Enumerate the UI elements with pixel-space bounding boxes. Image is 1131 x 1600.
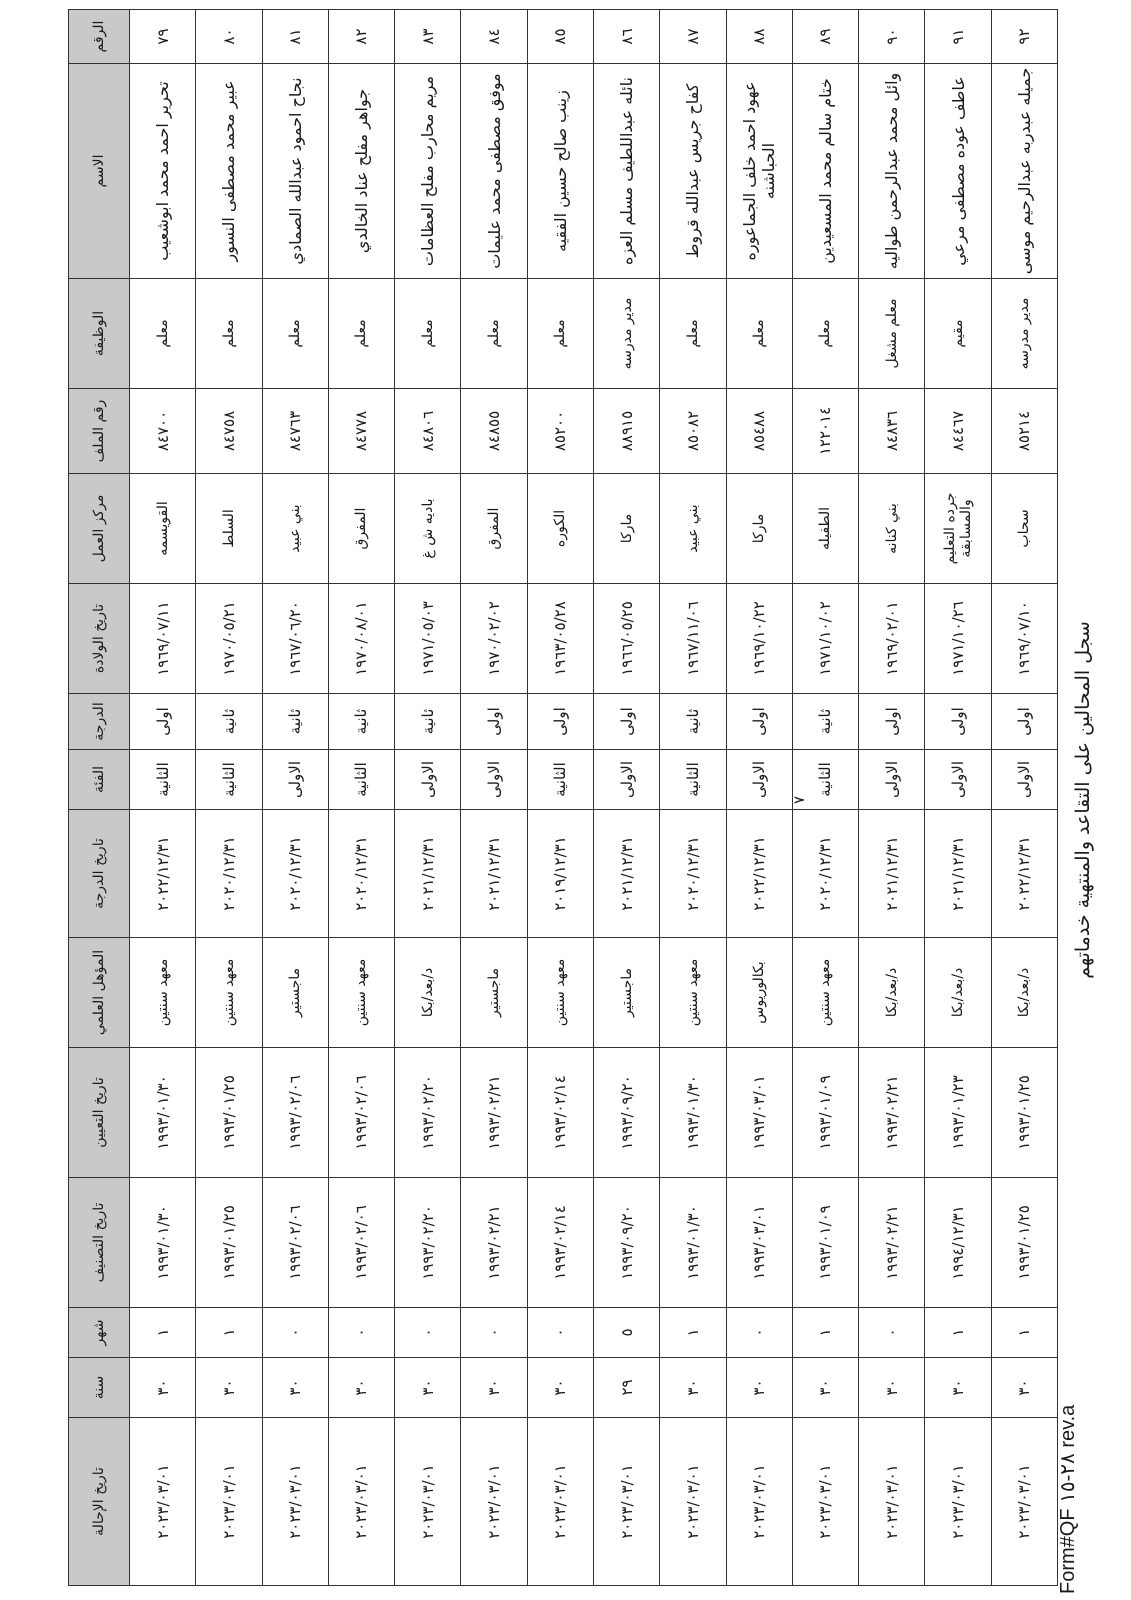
classification-date-cell: ١٩٩٣/٠٣/٠١ [726, 1178, 792, 1308]
years-cell: ٣٠ [991, 1358, 1057, 1418]
table-row [593, 10, 659, 1586]
table-row [262, 10, 328, 1586]
years-cell: ٣٠ [395, 1358, 461, 1418]
birth-date-cell: ١٩٦٦/٠٥/٢٥ [593, 584, 659, 694]
classification-date-cell: ١٩٩٣/٠٢/٠٦ [328, 1178, 394, 1308]
classification-date-cell: ١٩٩٣/٠١/٣٠ [130, 1178, 196, 1308]
months-cell: ١ [925, 1308, 991, 1358]
retirement-date-cell: ٢٠٢٣/٠٣/٠١ [660, 1418, 726, 1586]
grade-cell: اولى [991, 694, 1057, 750]
header-cell: الفئة [69, 750, 130, 810]
file-number-cell: ٨٤٨٠٦ [395, 389, 461, 474]
classification-date-cell: ١٩٩٣/٠١/٠٩ [792, 1178, 858, 1308]
appointment-date-cell: ١٩٩٣/٠٣/٠١ [726, 1048, 792, 1178]
employee-name-cell: زينب صالح حسين الفقيه [527, 64, 593, 279]
row-number-cell: ٨١ [262, 10, 328, 64]
row-number-cell: ٨٥ [527, 10, 593, 64]
header-cell: تاريخ الولادة [69, 584, 130, 694]
grade-cell: اولى [925, 694, 991, 750]
header-cell: تاريخ التصنيف [69, 1178, 130, 1308]
job-title-cell: معلم [130, 279, 196, 389]
years-cell: ٣٠ [461, 1358, 527, 1418]
work-center-cell: الطفيله [792, 474, 858, 584]
birth-date-cell: ١٩٦٩/٠٧/١٠ [991, 584, 1057, 694]
appointment-date-cell: ١٩٩٣/٠٢/٢١ [461, 1048, 527, 1178]
table-row [925, 10, 991, 1586]
work-center-cell: الكوره [527, 474, 593, 584]
classification-date-cell: ١٩٩٣/٠٢/٠٦ [262, 1178, 328, 1308]
grade-date-cell: ٢٠٢٠/١٢/٣١ [792, 810, 858, 938]
employee-name-cell: موفق مصطفى محمد عليمات [461, 64, 527, 279]
job-title-cell: معلم [461, 279, 527, 389]
category-cell: الثانية [328, 750, 394, 810]
file-number-cell: ٨٤٤٦٧ [925, 389, 991, 474]
work-center-cell: بني عبيد [660, 474, 726, 584]
header-cell: شهر [69, 1308, 130, 1358]
row-number-cell: ٨٠ [196, 10, 262, 64]
grade-cell: ثانية [196, 694, 262, 750]
grade-date-cell: ٢٠٢١/١٢/٣١ [593, 810, 659, 938]
employee-name-cell: نائله عبداللطيف مسلم العزه [593, 64, 659, 279]
category-cell: الاولى [991, 750, 1057, 810]
header-cell: الاسم [69, 64, 130, 279]
retirement-date-cell: ٢٠٢٣/٠٣/٠١ [130, 1418, 196, 1586]
appointment-date-cell: ١٩٩٣/٠١/٢٥ [196, 1048, 262, 1178]
job-title-cell: معلم [660, 279, 726, 389]
years-cell: ٣٠ [262, 1358, 328, 1418]
employee-name-cell: مريم محارب مفلح العظامات [395, 64, 461, 279]
table-body [130, 10, 1058, 1586]
category-cell: الثانية [196, 750, 262, 810]
grade-date-cell: ٢٠٢٢/١٢/٣١ [130, 810, 196, 938]
retirement-date-cell: ٢٠٢٣/٠٣/٠١ [859, 1418, 925, 1586]
work-center-cell: ماركا [593, 474, 659, 584]
work-center-cell: بني عبيد [262, 474, 328, 584]
employee-name-cell: جواهر مفلح عناد الخالدي [328, 64, 394, 279]
work-center-cell: المفرق [328, 474, 394, 584]
appointment-date-cell: ١٩٩٣/٠١/٢٣ [925, 1048, 991, 1178]
classification-date-cell: ١٩٩٣/٠١/٣٠ [660, 1178, 726, 1308]
grade-date-cell: ٢٠٢١/١٢/٣١ [395, 810, 461, 938]
job-title-cell: معلم مشغل [859, 279, 925, 389]
file-number-cell: ٨٤٧٥٨ [196, 389, 262, 474]
category-cell: الثانية [792, 750, 858, 810]
header-cell: المؤهل العلمي [69, 938, 130, 1048]
grade-cell: اولى [859, 694, 925, 750]
job-title-cell: مقيم [925, 279, 991, 389]
appointment-date-cell: ١٩٩٣/٠٢/٠٦ [328, 1048, 394, 1178]
employee-name-cell: ختام سالم محمد المسعيدين [792, 64, 858, 279]
appointment-date-cell: ١٩٩٣/٠١/٠٩ [792, 1048, 858, 1178]
months-cell: ٠ [527, 1308, 593, 1358]
row-number-cell: ٨٧ [660, 10, 726, 64]
retirement-date-cell: ٢٠٢٣/٠٣/٠١ [593, 1418, 659, 1586]
classification-date-cell: ١٩٩٣/٠٢/٢٠ [395, 1178, 461, 1308]
job-title-cell: معلم [262, 279, 328, 389]
months-cell: ١ [991, 1308, 1057, 1358]
employee-name-cell: وائل محمد عبدالرحمن طواليه [859, 64, 925, 279]
grade-date-cell: ٢٠٢٠/١٢/٣١ [328, 810, 394, 938]
years-cell: ٣٠ [660, 1358, 726, 1418]
work-center-cell: بني كنانه [859, 474, 925, 584]
months-cell: ٠ [328, 1308, 394, 1358]
grade-cell: اولى [527, 694, 593, 750]
work-center-cell: ماركا [726, 474, 792, 584]
grade-cell: ثانية [660, 694, 726, 750]
table-row [196, 10, 262, 1586]
category-cell: الثانية [527, 750, 593, 810]
header-cell: الرقم [69, 10, 130, 64]
retirement-date-cell: ٢٠٢٣/٠٣/٠١ [262, 1418, 328, 1586]
classification-date-cell: ١٩٩٣/٠١/٢٥ [991, 1178, 1057, 1308]
table-row [328, 10, 394, 1586]
employee-name-cell: نجاح احمود عبدالله الصمادي [262, 64, 328, 279]
employee-name-cell: تحرير احمد محمد ابوشعيب [130, 64, 196, 279]
years-cell: ٣٠ [859, 1358, 925, 1418]
grade-date-cell: ٢٠٢٠/١٢/٣١ [660, 810, 726, 938]
job-title-cell: معلم [395, 279, 461, 389]
row-number-cell: ٨٢ [328, 10, 394, 64]
retirement-date-cell: ٢٠٢٣/٠٣/٠١ [991, 1418, 1057, 1586]
retirement-date-cell: ٢٠٢٣/٠٣/٠١ [527, 1418, 593, 1586]
classification-date-cell: ١٩٩٣/٠١/٢٥ [196, 1178, 262, 1308]
employee-name-cell: عهود احمد خلف الجماعوره الحباشنه [726, 64, 792, 279]
birth-date-cell: ١٩٧١/١٠/٠٢ [792, 584, 858, 694]
years-cell: ٢٩ [593, 1358, 659, 1418]
header-cell: رقم الملف [69, 389, 130, 474]
years-cell: ٣٠ [130, 1358, 196, 1418]
header-cell: الدرجة [69, 694, 130, 750]
months-cell: ٠ [461, 1308, 527, 1358]
grade-date-cell: ٢٠٢١/١٢/٣١ [461, 810, 527, 938]
category-cell: الاولى [461, 750, 527, 810]
retirement-date-cell: ٢٠٢٣/٠٣/٠١ [792, 1418, 858, 1586]
header-cell: مركز العمل [69, 474, 130, 584]
file-number-cell: ٨٥٢٠٠ [527, 389, 593, 474]
category-cell: الثانية [660, 750, 726, 810]
grade-date-cell: ٢٠٢١/١٢/٣١ [925, 810, 991, 938]
years-cell: ٣٠ [328, 1358, 394, 1418]
grade-date-cell: ٢٠٢٠/١٢/٣١ [262, 810, 328, 938]
job-title-cell: مدير مدرسه [991, 279, 1057, 389]
table-row [859, 10, 925, 1586]
job-title-cell: معلم [527, 279, 593, 389]
grade-cell: ثانية [262, 694, 328, 750]
classification-date-cell: ١٩٩٣/٠٢/٢١ [859, 1178, 925, 1308]
table-row [527, 10, 593, 1586]
retirees-table [68, 9, 1058, 1586]
appointment-date-cell: ١٩٩٣/٠١/٢٥ [991, 1048, 1057, 1178]
qualification-cell: معهد سنتين [792, 938, 858, 1048]
header-cell: تاريخ الدرجة [69, 810, 130, 938]
birth-date-cell: ١٩٦٩/٠٧/١١ [130, 584, 196, 694]
job-title-cell: معلم [196, 279, 262, 389]
months-cell: ١ [130, 1308, 196, 1358]
file-number-cell: ٨٤٨٥٥ [461, 389, 527, 474]
table-row [395, 10, 461, 1586]
file-number-cell: ٨٥٢١٤ [991, 389, 1057, 474]
retirement-date-cell: ٢٠٢٣/٠٣/٠١ [328, 1418, 394, 1586]
months-cell: ١ [660, 1308, 726, 1358]
birth-date-cell: ١٩٧٠/٠٢/٠٢ [461, 584, 527, 694]
row-number-cell: ٨٩ [792, 10, 858, 64]
category-cell: الثانية [130, 750, 196, 810]
qualification-cell: د/بعد/بكا [859, 938, 925, 1048]
qualification-cell: معهد سنتين [328, 938, 394, 1048]
birth-date-cell: ١٩٦٩/١٠/٢٢ [726, 584, 792, 694]
work-center-cell: المفرق [461, 474, 527, 584]
grade-cell: اولى [593, 694, 659, 750]
months-cell: ٥ [593, 1308, 659, 1358]
appointment-date-cell: ١٩٩٣/٠١/٣٠ [660, 1048, 726, 1178]
grade-cell: اولى [130, 694, 196, 750]
job-title-cell: مدير مدرسه [593, 279, 659, 389]
work-center-cell: جرده التعليم والمسابقة [925, 474, 991, 584]
grade-cell: اولى [461, 694, 527, 750]
job-title-cell: معلم [792, 279, 858, 389]
file-number-cell: ٨٥٠٨٢ [660, 389, 726, 474]
table-row [461, 10, 527, 1586]
table-header-row [69, 10, 130, 1586]
row-number-cell: ٩١ [925, 10, 991, 64]
row-number-cell: ٨٣ [395, 10, 461, 64]
category-cell: الاولى [925, 750, 991, 810]
grade-date-cell: ٢٠٢٠/١٢/٣١ [196, 810, 262, 938]
page-title: سجل المحالين على التقاعد والمنتهية خدماتهم [1072, 621, 1094, 979]
row-number-cell: ٨٦ [593, 10, 659, 64]
classification-date-cell: ١٩٩٣/٠٢/٢١ [461, 1178, 527, 1308]
work-center-cell: القويسمه [130, 474, 196, 584]
employee-name-cell: عاطف عوده مصطفى مرعي [925, 64, 991, 279]
file-number-cell: ٨٤٧٦٣ [262, 389, 328, 474]
employee-name-cell: كفاح جريس عبدالله قروط [660, 64, 726, 279]
form-code: Form#QF ٢٨-١٥ rev.a [1057, 1404, 1079, 1594]
qualification-cell: معهد سنتين [527, 938, 593, 1048]
job-title-cell: معلم [726, 279, 792, 389]
employee-name-cell: عبير محمد مصطفى النسور [196, 64, 262, 279]
qualification-cell: د/بعد/بكا [925, 938, 991, 1048]
years-cell: ٣٠ [792, 1358, 858, 1418]
birth-date-cell: ١٩٦٧/١١/٠٦ [660, 584, 726, 694]
table-row [726, 10, 792, 1586]
birth-date-cell: ١٩٦٩/٠٢/٠١ [859, 584, 925, 694]
years-cell: ٣٠ [726, 1358, 792, 1418]
row-number-cell: ٨٨ [726, 10, 792, 64]
table-row [130, 10, 196, 1586]
birth-date-cell: ١٩٧٠/٠٥/٢١ [196, 584, 262, 694]
job-title-cell: معلم [328, 279, 394, 389]
grade-date-cell: ٢٠٢٢/١٢/٣١ [991, 810, 1057, 938]
months-cell: ٠ [726, 1308, 792, 1358]
row-number-cell: ٩٠ [859, 10, 925, 64]
work-center-cell: سحاب [991, 474, 1057, 584]
grade-cell: ثانية [395, 694, 461, 750]
category-cell: الاولى [262, 750, 328, 810]
birth-date-cell: ١٩٦٧/٠٦/٢٠ [262, 584, 328, 694]
birth-date-cell: ١٩٧١/١٠/٢٦ [925, 584, 991, 694]
months-cell: ١ [792, 1308, 858, 1358]
appointment-date-cell: ١٩٩٣/٠٢/٠٦ [262, 1048, 328, 1178]
header-cell: الوظيفة [69, 279, 130, 389]
file-number-cell: ٨٤٧٠٠ [130, 389, 196, 474]
category-cell: الاولى [859, 750, 925, 810]
table-row [991, 10, 1057, 1586]
file-number-cell: ٨٤٧٧٨ [328, 389, 394, 474]
grade-date-cell: ٢٠٢٢/١٢/٣١ [726, 810, 792, 938]
retirement-date-cell: ٢٠٢٣/٠٣/٠١ [461, 1418, 527, 1586]
grade-date-cell: ٢٠١٩/١٢/٣١ [527, 810, 593, 938]
qualification-cell: ماجستير [593, 938, 659, 1048]
qualification-cell: معهد سنتين [660, 938, 726, 1048]
qualification-cell: ماجستير [461, 938, 527, 1048]
employee-name-cell: جميله عبدربه عبدالرحيم موسى [991, 64, 1057, 279]
retirement-date-cell: ٢٠٢٣/٠٣/٠١ [925, 1418, 991, 1586]
qualification-cell: بكالوريوس [726, 938, 792, 1048]
months-cell: ٠ [395, 1308, 461, 1358]
file-number-cell: ٨٥٤٨٨ [726, 389, 792, 474]
category-cell: الاولى [395, 750, 461, 810]
grade-cell: ثانية [328, 694, 394, 750]
retirement-date-cell: ٢٠٢٣/٠٣/٠١ [196, 1418, 262, 1586]
category-cell: الاولى [726, 750, 792, 810]
qualification-cell: ماجستير [262, 938, 328, 1048]
retirement-date-cell: ٢٠٢٣/٠٣/٠١ [395, 1418, 461, 1586]
months-cell: ٠ [859, 1308, 925, 1358]
classification-date-cell: ١٩٩٣/٠٩/٢٠ [593, 1178, 659, 1308]
file-number-cell: ٨٤٨٣٦ [859, 389, 925, 474]
appointment-date-cell: ١٩٩٣/٠٢/٢١ [859, 1048, 925, 1178]
birth-date-cell: ١٩٧١/٠٥/٠٣ [395, 584, 461, 694]
grade-cell: ثانية [792, 694, 858, 750]
grade-cell: اولى [726, 694, 792, 750]
years-cell: ٣٠ [925, 1358, 991, 1418]
retirement-date-cell: ٢٠٢٣/٠٣/٠١ [726, 1418, 792, 1586]
classification-date-cell: ١٩٩٤/١٢/٣١ [925, 1178, 991, 1308]
qualification-cell: معهد سنتين [196, 938, 262, 1048]
category-cell: الاولى [593, 750, 659, 810]
months-cell: ١ [196, 1308, 262, 1358]
table-row [660, 10, 726, 1586]
appointment-date-cell: ١٩٩٣/٠١/٣٠ [130, 1048, 196, 1178]
header-cell: تاريخ الإحالة [69, 1418, 130, 1586]
birth-date-cell: ١٩٦٣/٠٥/٢٨ [527, 584, 593, 694]
appointment-date-cell: ١٩٩٣/٠٩/٢٠ [593, 1048, 659, 1178]
header-cell: تاريخ التعيين [69, 1048, 130, 1178]
years-cell: ٣٠ [196, 1358, 262, 1418]
qualification-cell: معهد سنتين [130, 938, 196, 1048]
file-number-cell: ١٢٢٠١٤ [792, 389, 858, 474]
page-number: ٧ [790, 795, 808, 805]
appointment-date-cell: ١٩٩٣/٠٢/١٤ [527, 1048, 593, 1178]
birth-date-cell: ١٩٧٠/٠٨/٠١ [328, 584, 394, 694]
grade-date-cell: ٢٠٢١/١٢/٣١ [859, 810, 925, 938]
work-center-cell: باديه ش غ [395, 474, 461, 584]
row-number-cell: ٧٩ [130, 10, 196, 64]
work-center-cell: السلط [196, 474, 262, 584]
file-number-cell: ٨٨٩١٥ [593, 389, 659, 474]
qualification-cell: د/بعد/بكا [991, 938, 1057, 1048]
years-cell: ٣٠ [527, 1358, 593, 1418]
row-number-cell: ٨٤ [461, 10, 527, 64]
header-cell: سنة [69, 1358, 130, 1418]
classification-date-cell: ١٩٩٣/٠٢/١٤ [527, 1178, 593, 1308]
months-cell: ٠ [262, 1308, 328, 1358]
row-number-cell: ٩٢ [991, 10, 1057, 64]
qualification-cell: د/بعد/بكا [395, 938, 461, 1048]
appointment-date-cell: ١٩٩٣/٠٢/٢٠ [395, 1048, 461, 1178]
